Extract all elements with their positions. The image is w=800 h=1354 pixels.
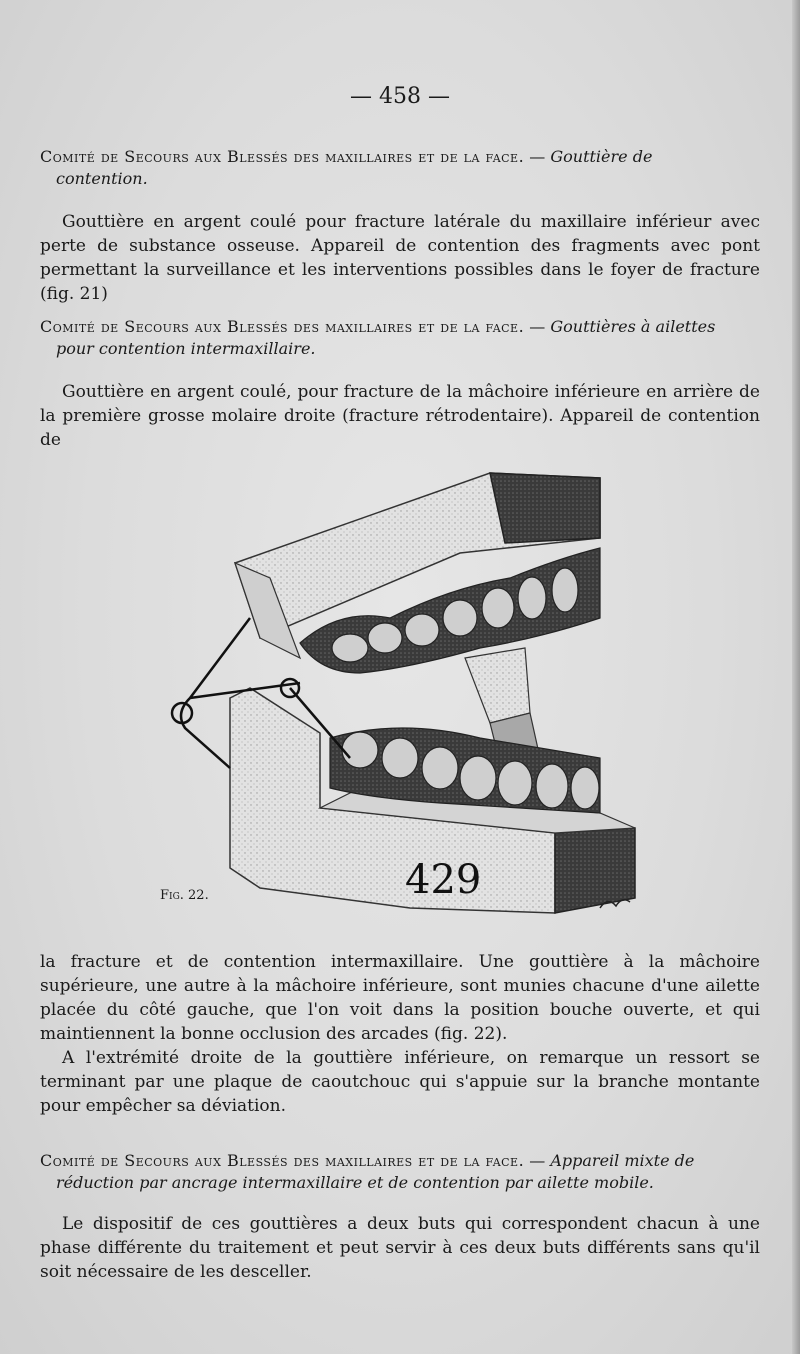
section-1-body <box>40 210 760 306</box>
heading-title: Appareil mixte de <box>550 1151 695 1170</box>
section-2 <box>40 316 760 360</box>
heading-title-continued: pour contention intermaxillaire. <box>56 339 316 358</box>
spring-paragraph: A l'extrémité droite de la gouttière inférieure, on remarque un ressort se terminant par une plaque de caoutchouc qui s'appuie sur la branche montante pour empêcher sa déviation. <box>40 1048 760 1116</box>
section-2-paragraph: Gouttière en argent coulé, pour fracture de la mâchoire inférieure en arrière de la première grosse molaire droite (fracture rétrodentaire). Appareil de contention de <box>40 382 760 450</box>
heading-title-continued: réduction par ancrage intermaxillaire et de contention par ailette mobile. <box>56 1173 654 1192</box>
heading-title: Gouttières à ailettes <box>550 317 716 336</box>
figure-continuation <box>40 950 760 1118</box>
heading-title: Gouttière de <box>550 147 653 166</box>
section-2-body <box>40 380 760 452</box>
continuation-paragraph: la fracture et de contention intermaxillaire. Une gouttière à la mâchoire supérieure, une autre à la mâchoire inférieure, sont munies chacune d'une ailette placée du côté gauche, que l'on voit dans la position bouche ouverte, et qui maintiennent la bonne occlusion des arcades (fig. 22). <box>40 952 760 1044</box>
page-number: — 458 — <box>350 84 450 109</box>
figure-label: Fig. 22. <box>160 888 209 903</box>
section-1-paragraph: Gouttière en argent coulé pour fracture latérale du maxillaire inférieur avec perte de substance osseuse. Appareil de contention des fragments avec pont permettant la surveillance et les interventions possibles dans le foyer de fracture (fig. 21) <box>40 212 760 304</box>
section-3-paragraph: Le dispositif de ces gouttières a deux buts qui correspondent chacun à une phase différente du traitement et peut servir à ces deux buts différents sans qu'il soit nécessaire de les desceller. <box>40 1214 760 1282</box>
heading-dash: — <box>524 1151 551 1170</box>
heading-title-continued: contention. <box>56 169 148 188</box>
section-1-heading <box>40 146 760 190</box>
section-1 <box>40 146 760 190</box>
model-number: 429 <box>405 857 482 903</box>
heading-dash: — <box>524 317 551 336</box>
dental-model-illustration <box>160 468 640 923</box>
heading-committee: Comité de Secours aux Blessés des maxillaires et de la face. <box>40 317 525 336</box>
heading-committee: Comité de Secours aux Blessés des maxillaires et de la face. <box>40 1151 525 1170</box>
figure-dental-model <box>160 468 640 923</box>
section-3-heading <box>40 1150 760 1194</box>
section-3 <box>40 1150 760 1194</box>
section-3-body <box>40 1212 760 1284</box>
heading-committee: Comité de Secours aux Blessés des maxillaires et de la face. <box>40 147 525 166</box>
heading-dash: — <box>524 147 551 166</box>
section-2-heading <box>40 316 760 360</box>
page-edge <box>792 0 800 1354</box>
